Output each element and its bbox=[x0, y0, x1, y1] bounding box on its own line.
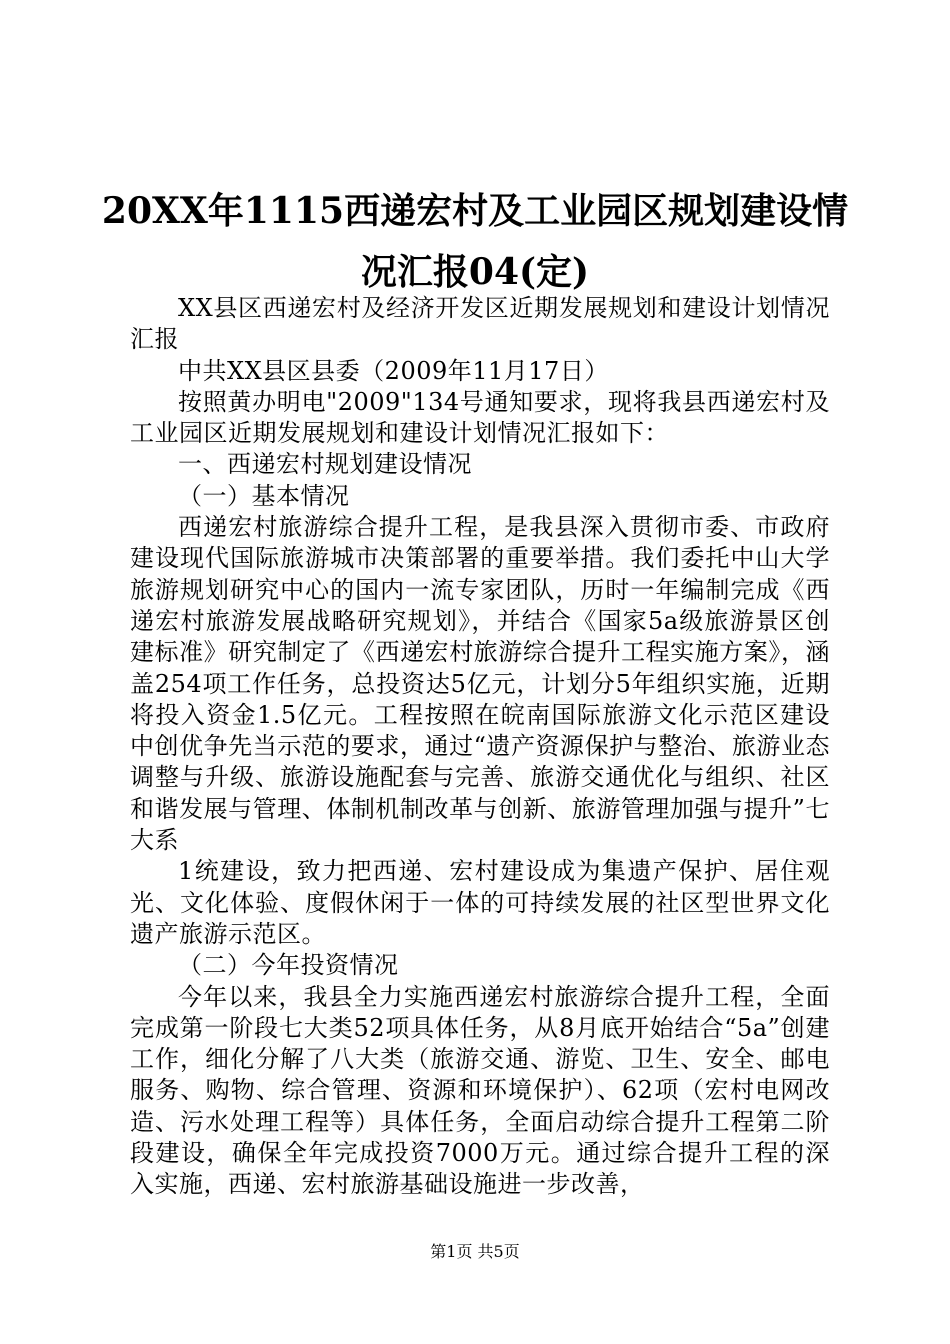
basic-info-paragraph: 西递宏村旅游综合提升工程，是我县深入贯彻市委、市政府建设现代国际旅游城市决策部署的重要举措。我们委托中山大学旅游规划研究中心的国内一流专家团队，历时一年编制完成《西递宏村旅游发展战略研究规划》，并结合《国家5a级旅游景区创建标准》研究制定了《西递宏村旅游综合提升工程实施方案》，涵盖254项工作任务，总投资达5亿元，计划分5年组织实施，近期将投入资金1.5亿元。工程按照在皖南国际旅游文化示范区建设中创优争先当示范的要求，通过“遗产资源保护与整治、旅游业态调整与升级、旅游设施配套与完善、旅游交通优化与组织、社区和谐发展与管理、体制机制改革与创新、旅游管理加强与提升”七大系 bbox=[130, 513, 830, 855]
issuer-and-date: 中共XX县区县委（2009年11月17日） bbox=[178, 356, 609, 385]
basic-info-paragraph-continued: 1统建设，致力把西递、宏村建设成为集遗产保护、居住观光、文化体验、度假休闲于一体的可持续发展的社区型世界文化遗产旅游示范区。 bbox=[130, 857, 830, 948]
section-heading-1: 一、西递宏村规划建设情况 bbox=[178, 450, 472, 479]
document-body bbox=[130, 293, 830, 1201]
page-number-footer: 第1页 共5页 bbox=[430, 1242, 520, 1261]
subsection-heading-1: （一）基本情况 bbox=[178, 481, 350, 510]
intro-paragraph: 按照黄办明电"2009"134号通知要求，现将我县西递宏村及工业园区近期发展规划和建设计划情况汇报如下： bbox=[130, 387, 830, 448]
document-title-line-2: 况汇报04(定) bbox=[360, 251, 590, 293]
document-title-line-1: 20XX年1115西递宏村及工业园区规划建设情 bbox=[101, 190, 849, 232]
subsection-heading-2: （二）今年投资情况 bbox=[178, 951, 399, 980]
report-subtitle: XX县区西递宏村及经济开发区近期发展规划和建设计划情况汇报 bbox=[130, 294, 830, 354]
investment-paragraph: 今年以来，我县全力实施西递宏村旅游综合提升工程，全面完成第一阶段七大类52项具体任务，从8月底开始结合“5a”创建工作，细化分解了八大类（旅游交通、游览、卫生、安全、邮电服务、购物、综合管理、资源和环境保护）、62项（宏村电网改造、污水处理工程等）具体任务，全面启动综合提升工程第二阶段建设，确保全年完成投资7000万元。通过综合提升工程的深入实施，西递、宏村旅游基础设施进一步改善， bbox=[130, 982, 830, 1199]
